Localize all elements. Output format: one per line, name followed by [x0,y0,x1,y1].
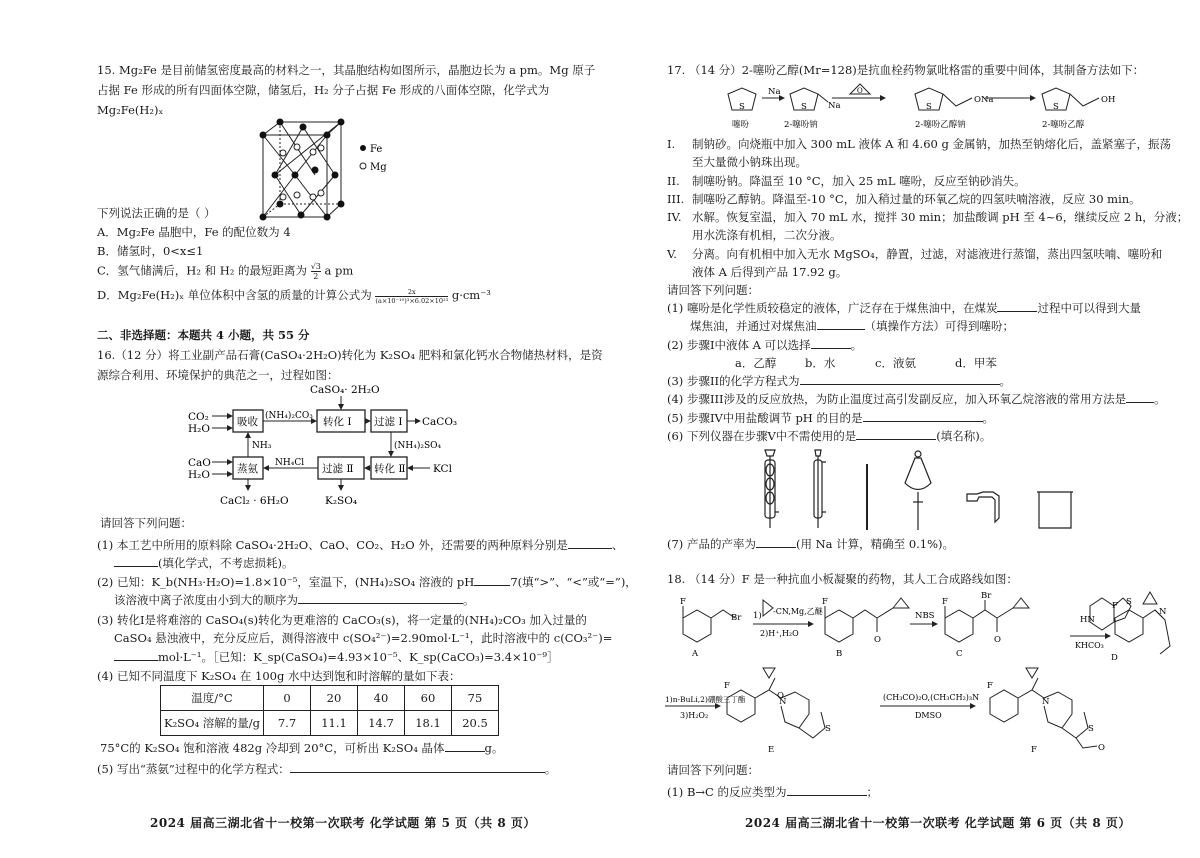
q15-line-1: 15. Mg₂Fe 是目前储氢密度最高的材料之一，其晶胞结构如图所示，晶胞边长为 a pm。Mg 原子 [97,63,596,77]
name-thiophene-na: 2-噻吩钠 [784,120,818,130]
f-atom-e: F [724,681,730,691]
q17-7-text: (7) 产品的产率为 [667,537,756,551]
q16-1-text: (1) 本工艺中所用的原料除 CaSO₄·2H₂O、CaO、CO₂、H₂O 外，还需要的两种原料分别是 [97,538,568,552]
reagent-na: Na [768,87,781,97]
q17-1 [667,300,1141,316]
lab-apparatus-row [755,448,1095,532]
table-cell: 7.7 [264,711,311,736]
process-flow-diagram [180,382,480,512]
answer-blank[interactable] [863,410,983,422]
flow-filter1: 过滤 Ⅰ [374,416,403,428]
legend-mg: Mg [370,162,387,173]
flow-kcl: KCl [433,463,452,475]
q17-2-text: (2) 步骤I中液体 A 可以选择 [667,338,811,352]
step4-b: 3)H₂O₂ [680,711,709,720]
q17-1-text-d: （填操作方法）可得到噻吩； [864,319,1014,333]
q16-3: (3) 转化Ⅰ是将难溶的 CaSO₄(s)转化为更难溶的 CaCO₃(s)，将一定量的(NH₄)₂CO₃ 加入过量的 [97,613,587,627]
q16-line-2: 源综合利用、环境保护的典范之一，过程如图： [97,368,339,382]
s-atom-f: S [1088,724,1094,734]
frac-num: 2x [375,288,448,297]
compound-b [825,598,909,642]
q16-4: (4) 已知不同温度下 K₂SO₄ 在 100g 水中达到饱和时溶解的量如下表： [97,669,461,683]
name-ethanol: 2-噻吩乙醇 [1042,120,1085,130]
s-atom: S [739,102,745,112]
table-row [161,686,499,711]
q15-option-a: A．Mg₂Fe 晶胞中，Fe 的配位数为 4 [97,225,291,239]
q15-line-3: Mg₂Fe(H₂)ₓ [97,103,164,117]
frac-den: 2 [313,272,319,281]
f-atom-a: F [680,597,686,607]
separatory-funnel-icon [905,451,931,530]
q16-2-text-c: 该溶液中离子浓度由小到大的顺序为 [114,593,298,607]
q16-line-1: 16.（12 分）将工业副产品石膏(CaSO₄·2H₂O)转化为 K₂SO₄ 肥料和氯化钙水合物储热材料，是资 [97,348,603,362]
q15-option-b: B．储氢时，0<x≤1 [97,244,204,258]
o-atom-f: O [1098,743,1105,753]
step1-a: 1) [753,611,762,621]
q17-5-text: (5) 步骤IV中用盐酸调节 pH 的目的是 [667,411,863,425]
q16-4b-text: 75°C的 K₂SO₄ 饱和溶液 482g 冷却到 20°C，可析出 K₂SO₄ 晶体 [100,741,445,755]
f-atom-d: F [1112,601,1118,611]
step-text: 水解。恢复室温，加入 70 mL 水，搅拌 30 min；加盐酸调 pH 至 4~6，继续反应 2 h，分液； [692,210,1189,224]
step-2 [667,173,1026,189]
nbs-reagent: NBS [915,611,935,621]
legend-fe: Fe [370,144,383,155]
answer-blank[interactable] [787,784,867,796]
step-5 [667,246,1162,262]
q16-3-text-c: mol·L⁻¹。［已知：K_sp(CaSO₄)=4.93×10⁻⁵、K_sp(CaCO₃)=3.4×10⁻⁹］ [158,650,559,664]
step-text: 制噻吩钠。降温至 10 °C，加入 25 mL 噻吩，反应至钠砂消失。 [692,174,1026,188]
q15-option-c [97,262,353,281]
q18-1: (1) B→C 的反应类型为 ； [667,785,878,799]
na-label: Na [828,101,841,111]
option-d-text: D．Mg₂Fe(H₂)ₓ 单位体积中含氢的质量的计算公式为 [97,288,372,302]
o-atom-c: O [994,635,1001,645]
flow-steam: 蒸氨 [237,463,258,475]
s-atom: S [1053,102,1059,112]
q17-5: (5) 步骤IV中用盐酸调节 pH 的目的是 。 [667,411,994,425]
page-footer-5: 2024 届高三湖北省十一校第一次联考 化学试题 第 5 页（共 8 页） [150,816,536,830]
answer-blank[interactable] [445,740,485,752]
answer-blank[interactable] [756,536,796,548]
straight-condenser-icon [814,450,826,528]
flow-cao: CaO [188,457,211,469]
q15-line-2: 占据 Fe 形成的所有四面体空隙，储氢后，H₂ 分子占据 Fe 形成的八面体空隙，化学式为 [97,83,550,97]
n-atom-f: N [1042,697,1050,707]
q16-5: (5) 写出“蒸氨”过程中的化学方程式： 。 [97,762,557,776]
flow-h2o-1: H₂O [188,423,210,435]
step-1 [667,136,1171,152]
compound-d [1115,592,1163,642]
step1-b: -CN,Mg,乙醚 [773,607,823,616]
label-a: A [692,649,699,659]
option-b: b．水 [805,356,836,370]
option-a: a．乙醇 [735,356,777,370]
label-d: D [1111,653,1118,663]
q16-4b-unit: g。 [484,741,504,755]
f-atom-f: F [987,681,993,691]
q18-1-text: (1) B→C 的反应类型为 [667,785,787,799]
answer-blank[interactable] [568,537,612,549]
n-atom-e: N [779,697,787,707]
q16-2-cont: 该溶液中离子浓度由小到大的顺序为 。 [114,593,475,607]
q16-4b [100,740,503,756]
flow-nh4cl: NH₄Cl [275,458,305,468]
option-c-fraction [311,262,321,281]
option-c-tail: a pm [324,263,354,278]
compound-a [683,610,735,642]
table-cell: 40 [358,686,405,711]
option-c: c．液氨 [875,356,916,370]
step-text: 制钠砂。向烧瓶中加入 300 mL 液体 A 和 4.60 g 金属钠，加热至钠熔化后，盖紧塞子，振荡 [692,137,1172,151]
q17-1-text: (1) 噻吩是化学性质较稳定的液体，广泛存在于煤焦油中，在煤炭 [667,301,998,315]
answer-blank[interactable] [298,592,463,604]
q15-option-d [97,287,491,305]
flow-cacl2: CaCl₂ · 6H₂O [220,495,289,507]
q17-3: (3) 步骤II的化学方程式为 。 [667,374,1012,388]
flow-caso4: CaSO₄· 2H₂O [310,384,380,396]
step-num: III. [667,192,685,206]
s-atom: S [926,102,932,112]
step-4-cont: 用水洗涤有机相，二次分液。 [692,228,842,242]
thiophene-scheme [720,80,1160,135]
flow-caco3: CaCO₃ [422,416,458,428]
br-atom-c: Br [981,591,992,601]
answer-blank[interactable] [811,337,851,349]
step4-a: 1)n-BuLi,2)硼酸三丁酯 [665,695,746,704]
flow-k2so4: K₂SO₄ [325,495,358,507]
thienopyridine-reagent [1090,598,1131,630]
oh-label: OH [1101,95,1116,105]
q18-ask: 请回答下列问题： [667,763,759,777]
step-text: 分离。向有机相中加入无水 MgSO₄，静置，过滤，对滤液进行蒸馏，蒸出四氢呋喃、噻吩和 [692,247,1163,261]
name-thiophene: 噻吩 [732,120,750,130]
answer-blank[interactable] [800,373,1000,385]
crystal-cell-figure [255,115,415,225]
frac-num: √3 [310,262,321,271]
q17-3-text: (3) 步骤II的化学方程式为 [667,374,800,388]
q16-2-text-b: 7(填“>”、“<”或“=”)， [510,575,637,589]
answer-blank[interactable] [1126,391,1154,403]
q17-1-cont [690,318,1014,334]
q17-7-text-b: (用 Na 计算，精确至 0.1%)。 [795,537,955,551]
table-cell: 60 [405,686,452,711]
flow-nh4-2so4: (NH₄)₂SO₄ [394,441,442,451]
flow-nh4-2co3: (NH₄)₂CO₃ [265,411,313,421]
fe-legend-dot [360,145,366,151]
cyclopropyl-reagent [763,600,773,616]
flow-nh3: NH₃ [252,441,272,451]
q17-ask: 请回答下列问题： [667,283,759,297]
table-cell: 11.1 [311,711,358,736]
frac-den: (a×10⁻¹⁰)³×6.02×10²³ [375,296,449,305]
o-atom-e: O [777,691,784,701]
option-d-fraction [375,288,448,305]
flow-co2: CO₂ [188,411,209,423]
step-num: I. [667,137,676,151]
answer-blank[interactable] [290,761,545,773]
f-atom-c: F [942,597,948,607]
flow-convert2: 转化 Ⅱ [374,463,406,475]
compound-f [990,668,1044,722]
q16-3-cont2 [114,649,559,665]
solubility-table [160,685,499,736]
step-num: II. [667,174,680,188]
q16-ask: 请回答下列问题： [100,516,192,530]
label-c: C [956,649,963,659]
q17-7 [667,536,954,552]
synthesis-route-scheme [665,588,1175,758]
beaker-icon [1037,492,1073,528]
table-cell: 18.1 [405,711,452,736]
step5-b: DMSO [915,711,942,720]
step-1-cont: 至大量微小钠珠出现。 [692,155,807,169]
answer-blank[interactable] [474,574,510,586]
o-atom-b: O [874,635,881,645]
n-atom-d: N [1159,607,1167,617]
br-atom-a: Br [731,613,742,623]
table-cell: 20 [311,686,358,711]
flow-h2o-2: H₂O [188,469,210,481]
q17-4: (4) 步骤III涉及的反应放热，为防止温度过高引发副反应，加入环氧乙烷溶液的常用方法是 。 [667,392,1166,406]
answer-blank[interactable] [114,555,158,567]
page-footer-6: 2024 届高三湖北省十一校第一次联考 化学试题 第 6 页（共 8 页） [745,816,1131,830]
flow-filter2: 过滤 Ⅱ [322,463,354,475]
table-cell: 0 [264,686,311,711]
option-d-tail: g·cm⁻³ [451,288,491,302]
bulb-condenser-icon [765,450,779,528]
step-num: IV. [667,210,682,224]
name-ethanol-na: 2-噻吩乙醇钠 [915,120,966,130]
option-c-text: C．氢气储满后，H₂ 和 H₂ 的最短距离为 [97,263,308,278]
q16-1-text-2: (填化学式，不考虑损耗)。 [158,556,294,570]
step-num: V. [667,247,677,261]
q17-2: (2) 步骤I中液体 A 可以选择 。 [667,338,863,352]
table-row [161,711,499,736]
answer-blank[interactable] [817,318,865,330]
flow-absorb: 吸收 [237,416,258,428]
label-f: F [1031,745,1037,755]
s-atom: S [1126,597,1132,607]
table-header: 温度/°C [161,686,264,711]
f-atom-b: F [822,597,828,607]
q17-1-text-b: 过程中可以得到大量 [1037,301,1141,315]
table-cell: 14.7 [358,711,405,736]
q16-5-text: (5) 写出“蒸氨”过程中的化学方程式： [97,762,290,776]
q17-6 [667,428,991,444]
q18-intro: 18. （14 分）F 是一种抗血小板凝聚的药物，其人工合成路线如图： [667,572,1018,586]
option-d: d．甲苯 [955,356,997,370]
label-b: B [836,649,843,659]
q17-4-text: (4) 步骤III涉及的反应放热，为防止温度过高引发副反应，加入环氧乙烷溶液的常用方法是 [667,392,1127,406]
s-atom-e: S [825,724,831,734]
step-text: 制噻吩乙醇钠。降温至-10 °C，加入稍过量的环氧乙烷的四氢呋喃溶液，反应 30 min。 [692,192,1141,206]
q16-3-cont: CaSO₄ 悬浊液中，充分反应后，测得溶液中 c(SO₄²⁻)=2.90mol·L⁻¹，此时溶液中的 c(CO₃²⁻)= [114,631,613,645]
flow-convert1: 转化 Ⅰ [323,416,352,428]
q15-prompt: 下列说法正确的是（ ） [97,206,216,220]
step-4 [667,209,1188,225]
label-e: E [768,745,775,755]
step5-a: (CH₃CO)₂O,(CH₃CH₂)₃N [883,693,980,702]
q17-6-text-b: (填名称)。 [936,429,992,443]
q17-6-text: (6) 下列仪器在步骤V中不需使用的是 [667,429,857,443]
answer-blank[interactable] [114,649,158,661]
section-2-heading: 二、非选择题：本题共 4 小题，共 55 分 [97,328,310,342]
s-atom: S [801,102,807,112]
mg-legend-dot [360,163,366,169]
q16-1: (1) 本工艺中所用的原料除 CaSO₄·2H₂O、CaO、CO₂、H₂O 外，还需要的两种原料分别是 、 [97,538,624,552]
answer-blank[interactable] [997,300,1037,312]
answer-blank[interactable] [856,428,936,440]
step-3 [667,191,1141,207]
q16-1-cont [114,555,293,571]
adapter-tube-icon [967,492,999,522]
hn-label: HN [1080,615,1095,625]
ona-label: ONa [974,95,994,105]
q17-1-text-c: 煤焦油，并通过对煤焦油 [690,319,817,333]
q16-2 [97,574,637,590]
epoxide-o: O [857,87,863,95]
table-header: K₂SO₄ 溶解的量/g [161,711,264,736]
q17-2-options [735,355,997,371]
table-cell: 75 [452,686,499,711]
table-cell: 20.5 [452,711,499,736]
step-5-cont: 液体 A 后得到产品 17.92 g。 [692,265,848,279]
compound-c [945,598,1029,642]
khco3-reagent: KHCO₃ [1075,641,1104,650]
step1-c: 2)H⁺,H₂O [760,629,799,638]
q16-2-text: (2) 已知：K_b(NH₃·H₂O)=1.8×10⁻⁵，室温下，(NH₄)₂SO₄ 溶液的 pH [97,575,475,589]
q17-intro: 17. （14 分）2-噻吩乙醇(Mr=128)是抗血栓药物氯吡格雷的重要中间体，其制备方法如下： [667,63,1145,77]
